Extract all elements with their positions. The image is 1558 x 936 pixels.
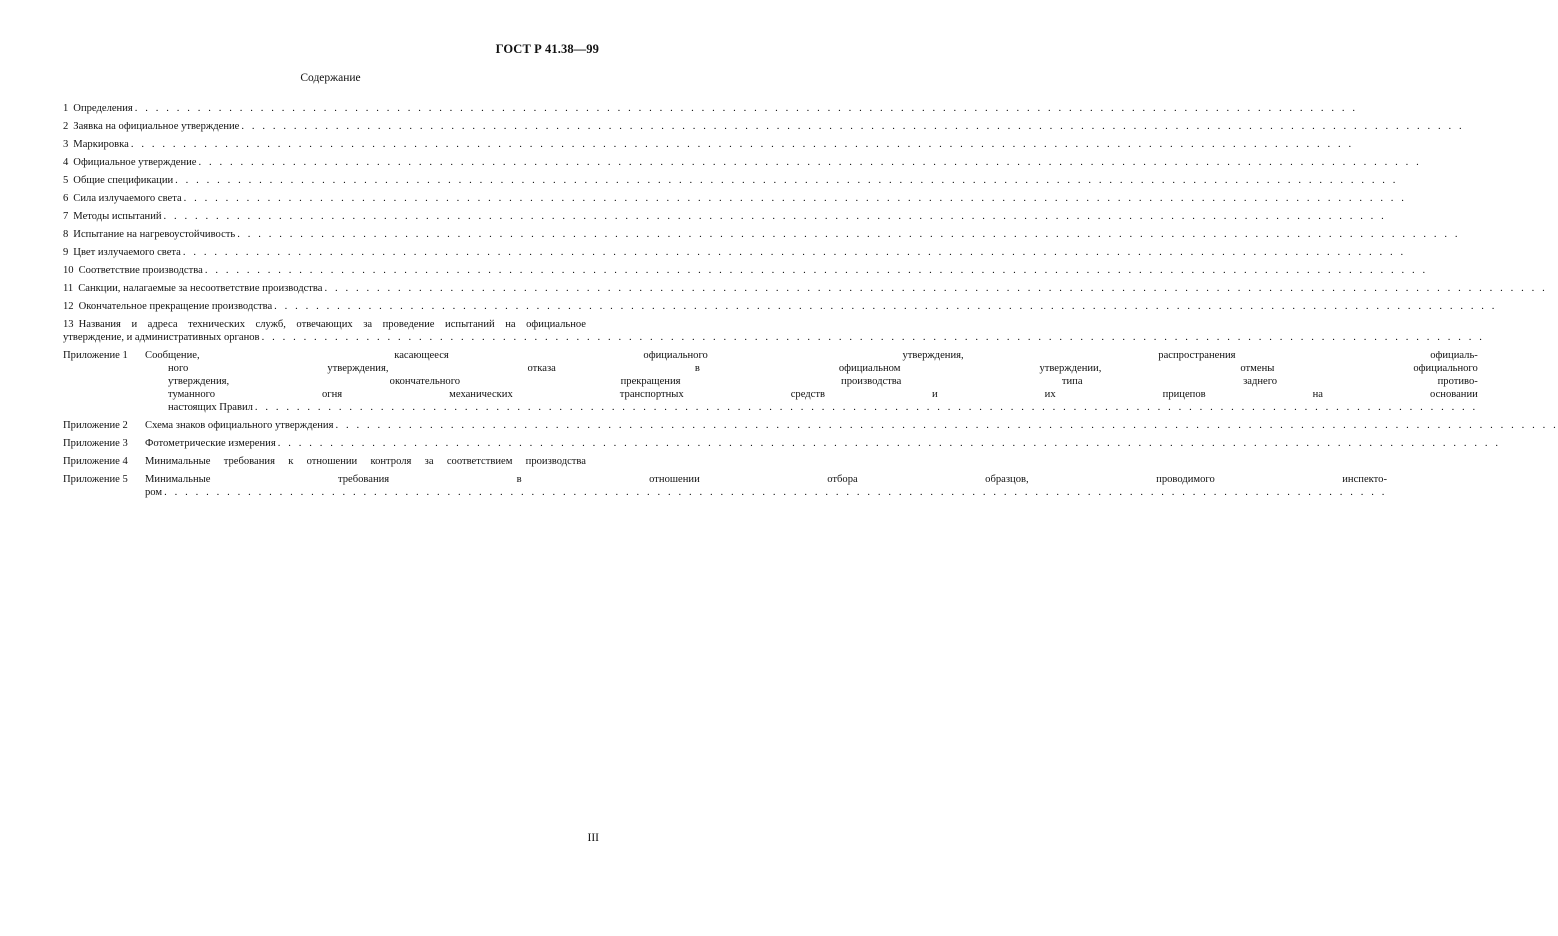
toc-item: 6 Сила излучаемого света . . . xyxy=(63,192,586,205)
toc-item: 3 Маркировка . . . xyxy=(63,138,586,151)
dot-leader xyxy=(278,437,1501,450)
dot-leader xyxy=(199,156,1422,169)
table-of-contents xyxy=(63,102,1478,504)
dot-leader xyxy=(335,419,1558,432)
dot-leader xyxy=(184,192,1407,205)
toc-item: 1 Определения . . . xyxy=(63,102,586,115)
dot-leader xyxy=(164,210,1387,223)
dot-leader xyxy=(183,246,1406,259)
dot-leader xyxy=(262,331,1485,344)
dot-leader xyxy=(131,138,1354,151)
dot-leader xyxy=(237,228,1460,241)
toc-item: 10 Соответствие производства . . . xyxy=(63,264,586,277)
document-code: ГОСТ Р 41.38—99 xyxy=(495,42,599,56)
toc-item: 12 Окончательное прекращение производства . . . xyxy=(63,300,586,313)
toc-item: 13 Названия и адреса технических служб, отвечающих за проведение испытаний на официальное утверждение, и административных органов . . . xyxy=(63,318,586,344)
toc-item: 11 Санкции, налагаемые за несоответствие производства . . . xyxy=(63,282,586,295)
page-number: III xyxy=(587,832,599,844)
toc-title: Содержание xyxy=(300,72,361,84)
appendix-item: Приложение 4 Минимальные требования к отношении контроля за соответствием производства xyxy=(63,456,586,467)
toc-item: 9 Цвет излучаемого света . . . xyxy=(63,246,586,259)
dot-leader xyxy=(274,300,1497,313)
dot-leader xyxy=(164,486,1387,499)
toc-item: 2 Заявка на официальное утверждение . . . xyxy=(63,120,586,133)
toc-item: 5 Общие спецификации . . . xyxy=(63,174,586,187)
appendix-item: Приложение 2 Схема знаков официального утверждения . . . xyxy=(63,419,586,432)
appendix-item: Приложение 3 Фотометрические измерения . . . xyxy=(63,437,586,450)
dot-leader xyxy=(135,102,1358,115)
dot-leader xyxy=(255,401,1478,414)
appendix-item: Приложение 5 Минимальные требования в отношении отбора образцов, проводимого инспекто- ром . . . xyxy=(63,473,586,499)
dot-leader xyxy=(325,282,1548,295)
dot-leader xyxy=(205,264,1428,277)
dot-leader xyxy=(175,174,1398,187)
dot-leader xyxy=(241,120,1464,133)
toc-item: 8 Испытание на нагревоустойчивость . . . xyxy=(63,228,586,241)
appendix-item: Приложение 1 Сообщение, касающееся официального утверждения, распространения официаль- ного утверждения, отказа в официальном утверждении, отмены официального утверждения, окончательного прекращения производства типа заднего противо- туманного огня механических транспортных средств и их прицепов на основании настоящих Правил . . . xyxy=(63,349,586,414)
toc-item: 7 Методы испытаний . . . xyxy=(63,210,586,223)
toc-item: 4 Официальное утверждение . . . xyxy=(63,156,586,169)
